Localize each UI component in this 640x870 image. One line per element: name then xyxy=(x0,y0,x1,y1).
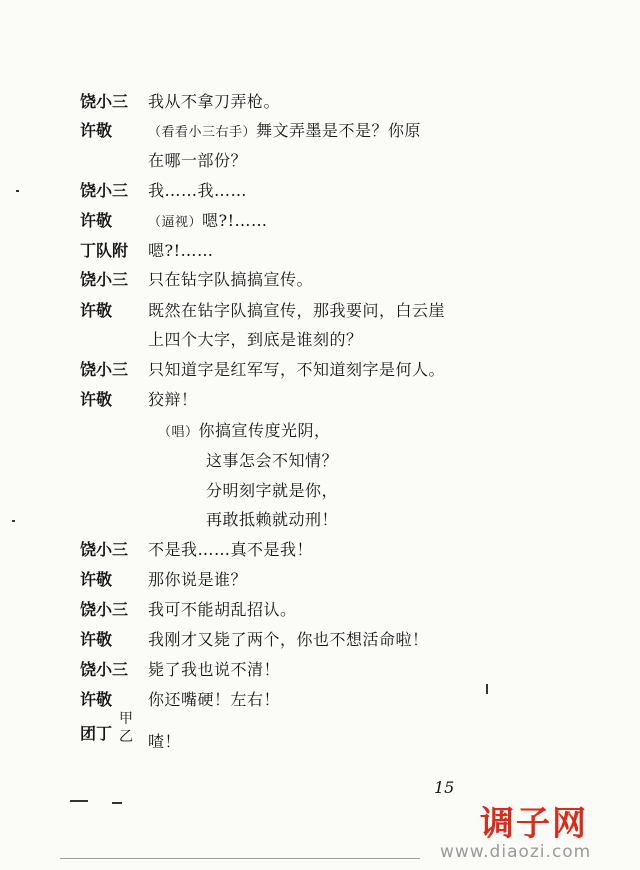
scan-speck xyxy=(70,800,88,802)
dialogue-line: 我可不能胡乱招认。 xyxy=(148,600,297,619)
dialogue-line: 既然在钻字队搞宣传，那我要问，白云崖 xyxy=(148,301,446,320)
speaker-subscript xyxy=(116,710,136,746)
speaker-rao-xiaosan: 饶小三 xyxy=(80,270,129,289)
dialogue-line: 喳！ xyxy=(148,732,182,751)
dialogue-line: 毙了我也说不清！ xyxy=(148,660,281,679)
speaker-rao-xiaosan: 饶小三 xyxy=(80,360,129,379)
speaker-xu-jing: 许敬 xyxy=(80,301,113,320)
dialogue-line xyxy=(148,211,268,233)
speaker-rao-xiaosan: 饶小三 xyxy=(80,181,129,200)
dialogue-line: 我从不拿刀弄枪。 xyxy=(148,92,281,111)
page-number: 15 xyxy=(434,778,455,797)
song-verse: 你搞宣传度光阴， xyxy=(198,421,331,440)
speaker-ding-duifu: 丁队附 xyxy=(80,241,129,260)
dialogue-line: 那你说是谁？ xyxy=(148,570,248,589)
stage-direction: （看看小三右手） xyxy=(148,125,257,140)
speaker-rao-xiaosan: 饶小三 xyxy=(80,660,129,679)
dialogue-text: 舞文弄墨是不是？你原 xyxy=(256,121,422,140)
dialogue-line: 你还嘴硬！左右！ xyxy=(148,690,281,709)
song-verse: 这事怎会不知情？ xyxy=(206,451,339,470)
speaker-subscript-top: 甲 xyxy=(119,711,133,727)
speaker-xu-jing: 许敬 xyxy=(80,690,113,709)
song-line xyxy=(158,421,331,443)
stage-direction: （逼视） xyxy=(148,215,203,230)
dialogue-line: 我刚才又毙了两个，你也不想活命啦！ xyxy=(148,630,429,649)
speaker-subscript-bottom: 乙 xyxy=(119,729,133,745)
speaker-xu-jing: 许敬 xyxy=(80,211,113,230)
dialogue-line xyxy=(148,121,421,143)
speaker-rao-xiaosan: 饶小三 xyxy=(80,540,129,559)
dialogue-text: 嗯?!…… xyxy=(202,211,268,230)
speaker-xu-jing: 许敬 xyxy=(80,121,113,140)
speaker-xu-jing: 许敬 xyxy=(80,390,113,409)
song-cue: （唱） xyxy=(158,425,199,440)
dialogue-line: 狡辩！ xyxy=(148,390,198,409)
dialogue-line: 只在钻字队搞搞宣传。 xyxy=(148,270,314,289)
speaker-tuanding-label: 团丁 xyxy=(80,724,113,743)
dialogue-line: 只知道字是红军写，不知道刻字是何人。 xyxy=(148,360,446,379)
speaker-xu-jing: 许敬 xyxy=(80,570,113,589)
dialogue-line: 嗯?!…… xyxy=(148,241,214,260)
speaker-xu-jing: 许敬 xyxy=(80,630,113,649)
dialogue-line: 上四个大字，到底是谁刻的？ xyxy=(148,330,363,349)
scan-speck xyxy=(16,190,19,192)
song-verse: 分明刻字就是你， xyxy=(206,481,339,500)
scan-speck xyxy=(486,684,488,694)
dialogue-line: 在哪一部份？ xyxy=(148,151,248,170)
watermark-url: www.diaozi.com xyxy=(440,842,592,862)
speaker-tuanding xyxy=(80,711,133,745)
watermark-title: 调子网 xyxy=(480,804,588,844)
song-verse: 再敢抵赖就动刑！ xyxy=(206,510,339,529)
scan-edge-line xyxy=(60,858,420,859)
dialogue-line: 不是我……真不是我！ xyxy=(148,540,314,559)
scan-speck xyxy=(12,520,15,522)
scan-speck xyxy=(112,802,122,804)
speaker-rao-xiaosan: 饶小三 xyxy=(80,92,129,111)
speaker-rao-xiaosan: 饶小三 xyxy=(80,600,129,619)
dialogue-line: 我……我…… xyxy=(148,181,248,200)
